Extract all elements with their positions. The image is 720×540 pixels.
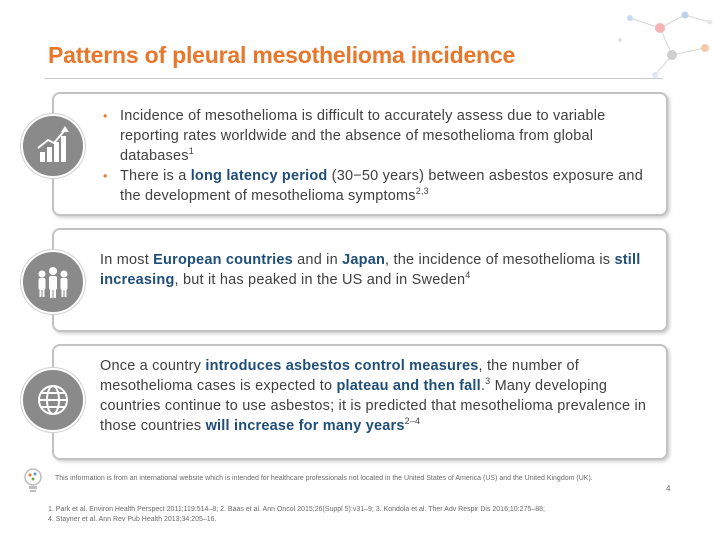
disclaimer-text: This information is from an international website which is intended for healthcare professionals not located in the United States of America (US) and the United Kingdom (UK). (55, 475, 593, 482)
globe-icon (21, 368, 85, 432)
references (48, 505, 648, 525)
page-title: Patterns of pleural mesothelioma incidence (48, 42, 516, 68)
panel3-text: Once a country introduces asbestos control measures, the number of mesothelioma cases is expected to plateau and then fall.$^3$ Many developing countries continue to use asbestos; it is predicted that mesothelioma prevalence in those countries will increase for many years$^{2-4}$ (100, 358, 647, 434)
bullet-item: • Incidence of mesothelioma is difficult to accurately assess due to variable reporting rates worldwide and the absence of mesothelioma from global databases$^1$ (103, 108, 606, 164)
bullet-dot-icon: • (103, 169, 108, 183)
growth-chart-icon (21, 114, 85, 178)
reference-line: 4. Stayner et al. Ann Rev Pub Health 2013;34:205–16. (48, 516, 217, 523)
lightbulb-logo-icon (22, 466, 44, 500)
reference-line: 1. Park et al. Environ Health Perspect 2011;119:514–8; 2. Baas et al. Ann Oncol 2015;26(Suppl 5):v31–9; 3. Kondola et al. Ther Adv Respir Dis 2016;10:275–88; (48, 506, 545, 513)
page-number: 4 (666, 484, 671, 493)
title-divider (45, 78, 663, 79)
panel1-text (100, 106, 660, 206)
molecule-decoration-icon (560, 0, 720, 90)
people-group-icon (21, 250, 85, 314)
bullet-dot-icon: • (103, 109, 108, 123)
panel2-text: In most European countries and in Japan, the incidence of mesothelioma is still increasing, but it has peaked in the US and in Sweden$^4$ (100, 252, 641, 288)
bullet-item: • There is a long latency period (30−50 years) between asbestos exposure and the development of mesothelioma symptoms$^{2,3}$ (103, 168, 643, 204)
